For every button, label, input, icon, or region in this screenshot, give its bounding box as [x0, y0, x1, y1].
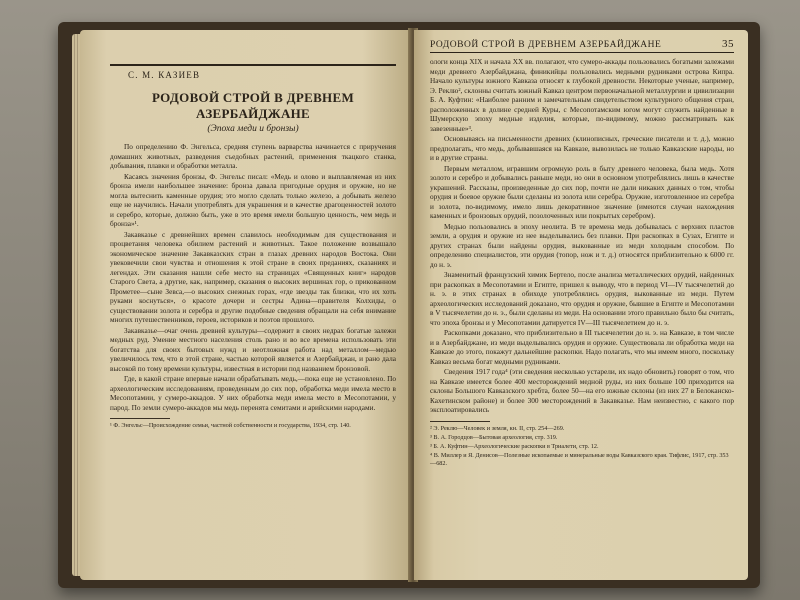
- paragraph: Медью пользовались в эпоху неолита. В те времена медь добывалась с верхних пластов земли, а орудия и оружие из нее выделывались без плавки. При раскопках в Сузах, Египте и других странах были найдены орудия, выкованные из меди холодным способом. По определению специалистов, эти орудия (топор, нож и т. д.) относятся приблизительно к 6000 гг. до н. э.: [430, 221, 734, 269]
- paragraph: Сведения 1917 года⁴ (эти сведения несколько устарели, их надо обновить) говорят о том, что на Кавказе имеется более 400 месторождений медной руды, из них больше 100 приходится на склоны Большого Кавказского хребта, более 50—на его южные склоны (из них 27 в Белоканско-Кахетинском районе) и более 300 месторождений в Закавказье. Нам неизвестно, с какого пор эксплоатировались: [430, 367, 734, 414]
- right-page-content: [430, 38, 734, 568]
- footnote: ¹ Ф. Энгельс—Происхождение семьи, частной собственности и государства, 1934, стр. 140.: [110, 422, 351, 429]
- paragraph: ологи конца XIX и начала XX вв. полагают, что сумеро-аккады пользовались богатыми залежами меди древнего Азербайджана, финикийцы пользовались медными рудниками острова Кипра. Начало культуры южного Кавказа относят к глубокой древности. Некоторые ученые, например, Э. Реклю², склонны считать южный Кавказ центром первоначальной металлургии и цивилизации Б. А. Куфтин: «Наиболее ранним и замечательным свидетельством культурного общения стран, расположенных в долине средней Куры, с Месопотамским югом могут служить найденные в Шумерскую эпоху медные изделия, которые, по-видимому, можно рассматривать как завезенные»³.: [430, 57, 734, 133]
- paragraph: По определению Ф. Энгельса, средняя ступень варварства начинается с приручения домашних животных, разведения съедобных растений, применения ткацкого станка, добывания, плавки и обработки металла.: [110, 142, 396, 170]
- right-page: [414, 30, 748, 580]
- footnote-rule: [430, 421, 490, 422]
- paragraph: Касаясь значения бронзы, Ф. Энгельс писал: «Медь и олово и выплавляемая из них бронза имели наибольшее значение: бронза давала пригодные орудия и оружие, но не могла вытеснить каменные орудия; это могло сделать только железо, а добывать железо еще не научились. Начали употреблять для украшения и в качестве драгоценностей золото и серебро, которые, должно быть, уже в это время имели большую ценность, чем медь и бронза»¹.: [110, 171, 396, 228]
- open-book: [58, 22, 760, 588]
- paragraph: Где, в какой стране впервые начали обрабатывать медь,—пока еще не установлено. По археологическим исследованиям, проведенным до сих пор, обработка меди имела место в Месопотамии, у сумеро-аккадов. У них обработка меди имела место в Месопотамии, у парод. По земли сумеро-аккадов мы медь перенята семитами и арийскими народами.: [110, 374, 396, 412]
- paragraph: Раскопками доказано, что приблизительно в III тысячелетии до н. э. на Кавказе, в том числе и в Азербайджане, из меди выделывались орудия и оружие. Существовала ли обработка меди на Кавказе до этого, покажут дальнейшие раскопки. Надо полагать, что мы имеем много, поскольку Кавказ весьма богат медными рудниками.: [430, 328, 734, 366]
- article-author: С. М. КАЗИЕВ: [128, 70, 201, 80]
- paragraph: Закавказье—очаг очень древней культуры—содержит в своих недрах богатые залежи медных руд. Умение местного населения столь рано и во все времена использовать эти богатства для своих бытовых нужд и неотложная работа над металлом—медью увеличилось тем, что в этой стране, частью которой является и Азербайджан, и рано дала высокой по тому времени культуры, известная в истории под названием бронзовой.: [110, 325, 396, 373]
- page-number: 35: [722, 38, 734, 50]
- article-subtitle: (Эпоха меди и бронзы): [207, 124, 299, 134]
- paragraph: Закавказье с древнейших времен славилось необходимым для существования и процветания человека обилием растений и животных. Такое положение возвышало экономическое значение Закавказских стран в глазах древних народов Востока. Они увековечили свои чувства и отношения к этой стране в своих преданиях, сказаниях и легендах. Эти сказания нашли себе место на страницах «Священных книг» народов Старого Света, а другие, как, например, сказания о высоких вершинах гор, о прикованном Прометее—сыне Зевса,—о высоких снежных горах, «где звезды так близки, что их хоть руками коснуться», о красоте дочери и сестры Адина—правителя Колхиды, о существовании золота и серебра и другие подобные сведения обращали на себя внимание многих путешественников, героев, историков и поэтов прошлого.: [110, 229, 396, 324]
- paragraph: Знаменитый французский химик Бертело, после анализа металлических орудий, найденных при раскопках в Месопотамии и Египте, пришел к выводу, что в период VI—IV тысячелетий до н. э. в этих странах в обиходе употреблялись орудия, выкованные из меди. Путем археологических исследований доказано, что орудия и оружие, бывшие в Египте и Месопотамии в V тысячелетии до н. э., были сделаны из меди. На основании этого правильно было бы считать, что эпоха бронзы и у Месопотамии датируется IV—III тысячелетием до н. э.: [430, 270, 734, 327]
- article-title: РОДОВОЙ СТРОЙ В ДРЕВНЕМ АЗЕРБАЙДЖАНЕ: [151, 90, 355, 121]
- running-head-title: РОДОВОЙ СТРОЙ В ДРЕВНЕМ АЗЕРБАЙДЖАНЕ: [430, 40, 662, 50]
- footnote: ² Э. Реклю—Человек и земля, кн. II, стр. 254—269.: [430, 424, 565, 432]
- running-head: [430, 38, 734, 53]
- left-page-content: [110, 64, 396, 568]
- left-page: [80, 30, 412, 580]
- left-header-rule: [110, 64, 396, 66]
- footnote: ³ Б. А. Куфтин—Археологические раскопки в Триалети, стр. 12.: [430, 442, 599, 450]
- paragraph: Основываясь на письменности древних (клинописных, греческие писатели и т. д.), можно предполагать, что медь, добывавшаяся на Кавказе, вывозилась не только Кавказские народы, но и в другие страны.: [430, 134, 734, 162]
- footnote: ⁴ В. Миллер и Я. Денисов—Полезные ископаемые и минеральные воды Кавказского края. Тифлис, 1917, стр. 353—682.: [430, 451, 729, 467]
- paragraph: Первым металлом, игравшим огромную роль в быту древнего человека, была медь. Хотя золото и серебро и добывались раньше меди, но они в основном употреблялись лишь в качестве украшений. Рассказы, произведенные до сих пор, почти не дали никаких данных о том, чтобы орудия и боевое оружие были сделаны из золота или серебра. Оружие, изготовленное из серебра и золота, по-видимому, имело лишь декоративное значение (имеются случаи нахождения каменных и бронзовых орудий, позолоченных или покрытых серебром).: [430, 163, 734, 220]
- footnote: ³ В. А. Городцов—Бытовая археология, стр. 319.: [430, 433, 558, 441]
- footnote-rule: [110, 418, 170, 419]
